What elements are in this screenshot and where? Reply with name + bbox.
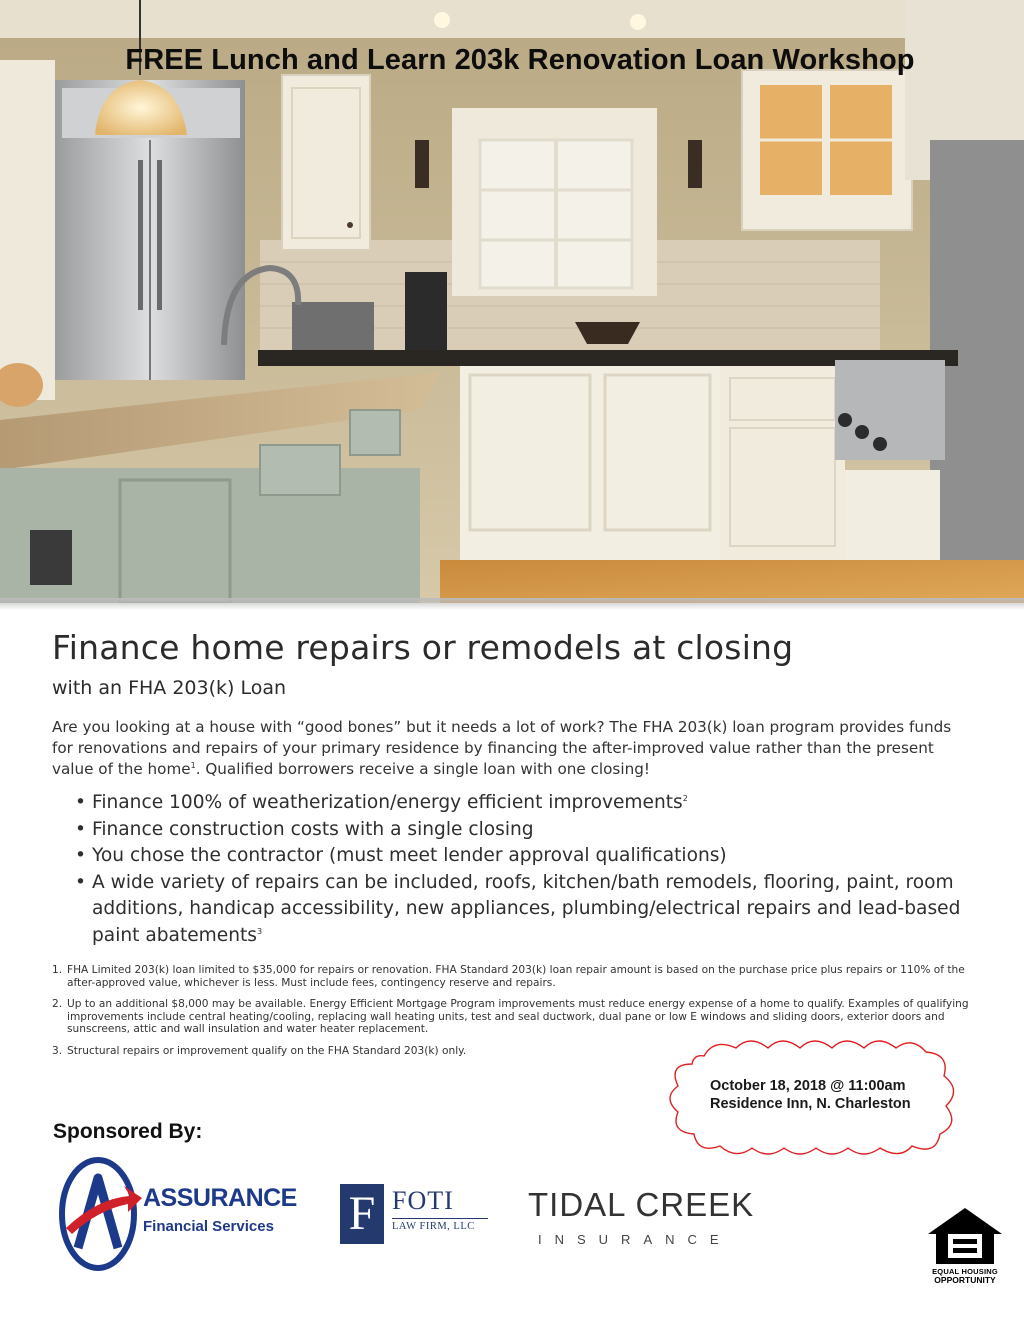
bullet-dot: • (75, 871, 86, 893)
footnote-text: Up to an additional $8,000 may be available. Energy Efficient Mortgage Program improvements must reduce energy expense of a home to qualify. Examples of qualifying improvements include central heating/cooling, replacing wall heating units, test and seal ductwork, dual pane or low E windows and sliding doors, exterior doors and sunscreens, attic and wall insulation and water heater replacement. (67, 998, 969, 1035)
equal-housing-logo (926, 1206, 1004, 1288)
bullet-dot: • (75, 792, 86, 813)
footnote (52, 964, 982, 989)
assurance-a-mark-icon (58, 1156, 142, 1272)
intro-text: Are you looking at a house with “good bones” but it needs a lot of work? The FHA 203(k) loan program provides funds for renovations and repairs of your primary residence by financing the after-improved value rather than the present value of the home (52, 718, 952, 778)
foti-logo (340, 1184, 500, 1246)
benefit-item (72, 843, 972, 870)
equal-housing-house-icon (926, 1206, 1004, 1266)
tidal-creek-logo (528, 1186, 758, 1256)
equal-housing-label-2: OPPORTUNITY (934, 1275, 996, 1285)
equal-housing-label: EQUAL HOUSING (932, 1267, 998, 1276)
hero-title: FREE Lunch and Learn 203k Renovation Loan Workshop (125, 44, 915, 76)
tidal-creek-name: TIDAL CREEK (528, 1186, 755, 1223)
footnote-number: 3. (52, 1044, 63, 1057)
sponsored-by-heading: Sponsored By: (53, 1120, 203, 1143)
footnote-ref: 2 (682, 793, 688, 803)
assurance-logo (58, 1156, 298, 1272)
benefit-item (72, 870, 972, 950)
footnote (52, 998, 982, 1036)
benefit-list (72, 790, 972, 949)
assurance-name: ASSURANCE (143, 1184, 297, 1212)
bullet-dot: • (75, 845, 86, 866)
benefit-text: Finance construction costs with a single closing (92, 818, 534, 840)
intro-paragraph (52, 717, 972, 780)
foti-logo-letter: F (348, 1187, 376, 1240)
hero-kitchen-photo (0, 0, 1024, 603)
footnote-ref: 3 (256, 926, 263, 936)
bullet-dot: • (75, 818, 86, 840)
foti-subtitle: LAW FIRM, LLC (392, 1221, 475, 1232)
footnote-number: 2. (52, 998, 63, 1010)
intro-text-end: . Qualified borrowers receive a single loan with one closing! (195, 760, 650, 778)
subhead: with an FHA 203(k) Loan (52, 677, 287, 699)
footnote-number: 1. (52, 964, 63, 976)
benefit-item (72, 817, 972, 844)
benefit-text: Finance 100% of weatherization/energy efficient improvements (92, 792, 683, 813)
footnote-text: FHA Limited 203(k) loan limited to $35,000 for repairs or renovation. FHA Standard 203(k) loan repair amount is based on the purchase price plus repairs or 110% of the after-approved value, whichever is less. Must include fees, contingency reserve and repairs. (67, 964, 965, 989)
foti-divider (392, 1218, 488, 1219)
kitchen-illustration (0, 0, 1024, 603)
hero-divider-shadow (0, 598, 1024, 610)
benefit-text: A wide variety of repairs can be included, roofs, kitchen/bath remodels, flooring, paint, room additions, handicap accessibility, new appliances, plumbing/electrical repairs and lead-based paint abatements (92, 871, 961, 946)
tidal-creek-subtitle: INSURANCE (538, 1232, 732, 1247)
event-date-time: October 18, 2018 @ 11:00am (710, 1078, 906, 1094)
benefit-text: You chose the contractor (must meet lender approval qualifications) (92, 845, 727, 866)
foti-name: FOTI (392, 1186, 454, 1215)
benefit-item (72, 790, 972, 817)
event-details (710, 1077, 911, 1113)
assurance-subtitle: Financial Services (143, 1218, 274, 1235)
footnote-text: Structural repairs or improvement qualify on the FHA Standard 203(k) only. (67, 1044, 467, 1057)
headline: Finance home repairs or remodels at closing (52, 628, 794, 667)
footnote-ref: 1 (190, 760, 196, 770)
event-location: Residence Inn, N. Charleston (710, 1096, 911, 1112)
